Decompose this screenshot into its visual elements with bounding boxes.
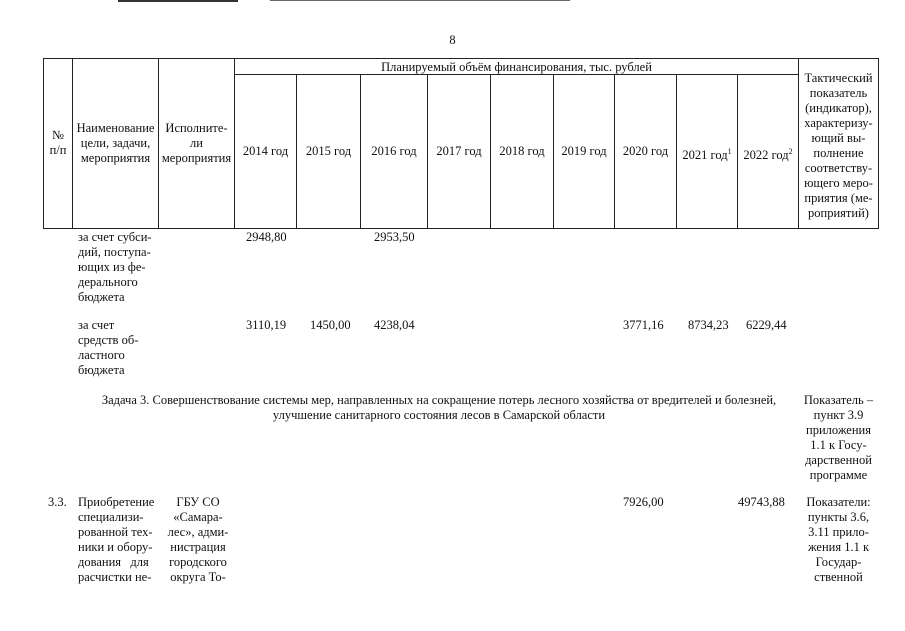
row-regional-label: за счет средств об- ластного бюджета (78, 318, 139, 377)
item-3-3-name: Приобретение специализи- рованной тех- ники и обору- дования для расчистки не- (78, 495, 155, 584)
header-year-2022-label: 2022 год (743, 148, 789, 163)
scan-artifact-top (118, 0, 238, 2)
scan-artifact-top-right (270, 0, 570, 1)
header-col-name: Наименование цели, задачи, мероприятия (76, 121, 155, 165)
header-year-2021 (677, 144, 737, 163)
header-col-planned-funding: Планируемый объём финансирования, тыс. рублей (381, 60, 652, 74)
page-number: 8 (449, 33, 456, 47)
header-year-2018: 2018 год (499, 144, 545, 158)
header-col-num: № п/п (49, 128, 67, 157)
task-3-indicator: Показатель – пункт 3.9 приложения 1.1 к Госу- дарственной программе (803, 393, 874, 482)
row-federal-2016: 2953,50 (374, 230, 415, 244)
item-3-3-2022: 49743,88 (738, 495, 785, 509)
header-col-indicator: Тактический показатель (индикатор), характеризу- ющий вы- полнение соответству- ющего меро- приятия (ме- роприятий) (804, 71, 873, 220)
task-3-heading: Задача 3. Совершенствование системы мер, направленных на сокращение потерь лесного хозяйства от вредителей и болезней, улучшение санитарного состояния лесов в Самарской области (101, 393, 777, 422)
header-year-2014: 2014 год (242, 144, 289, 158)
item-3-3-2020: 7926,00 (623, 495, 664, 509)
header-year-2015: 2015 год (305, 144, 352, 158)
row-regional-2015: 1450,00 (310, 318, 351, 332)
item-3-3-indicator: Показатели: пункты 3.6, 3.11 прило- жения 1.1 к Государ- ственной (806, 495, 871, 584)
row-regional-2022: 6229,44 (746, 318, 787, 332)
header-year-2020: 2020 год (622, 144, 669, 158)
footnote-2-marker: 2 (788, 147, 793, 156)
row-regional-2020: 3771,16 (623, 318, 664, 332)
row-federal-2014: 2948,80 (246, 230, 287, 244)
header-year-2021-label: 2021 год (682, 148, 728, 163)
row-regional-2021: 8734,23 (688, 318, 729, 332)
item-3-3-number: 3.3. (48, 495, 67, 509)
header-year-2016: 2016 год (371, 144, 417, 158)
header-col-executor: Исполните- ли мероприятия (161, 121, 232, 165)
row-federal-label: за счет субси- дий, поступа- ющих из фе- дерального бюджета (78, 230, 152, 304)
item-3-3-executor: ГБУ СО «Самара- лес», адми- нистрация городского округа То- (167, 495, 229, 584)
row-regional-2016: 4238,04 (374, 318, 415, 332)
footnote-1-marker: 1 (727, 147, 732, 156)
header-year-2019: 2019 год (561, 144, 607, 158)
header-year-2022 (738, 144, 798, 163)
header-year-2017: 2017 год (436, 144, 482, 158)
row-regional-2014: 3110,19 (246, 318, 287, 332)
